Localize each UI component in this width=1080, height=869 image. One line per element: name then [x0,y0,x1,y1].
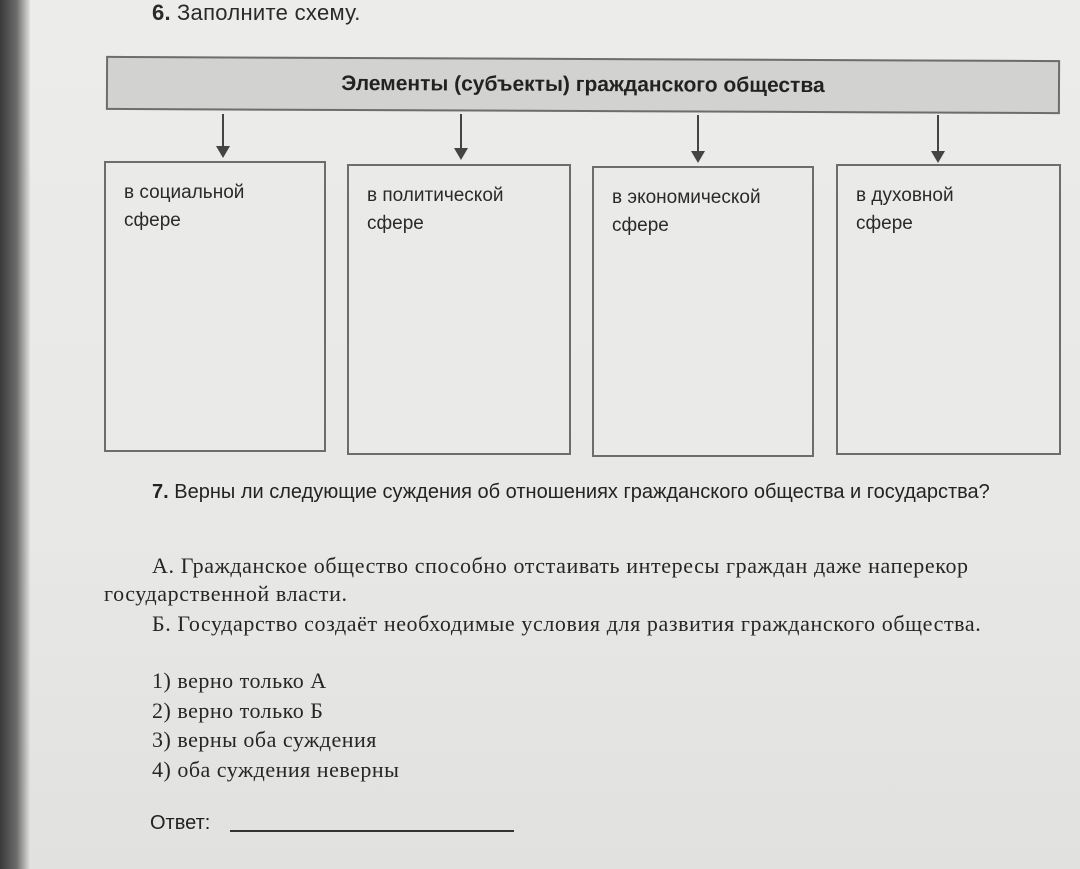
option-4[interactable]: 4) оба суждения неверны [152,756,400,782]
sphere-label-line2: сфере [124,210,181,231]
sphere-box-spiritual[interactable] [836,164,1061,455]
statement-a: А. Гражданское общество способно отстаивать интересы граждан даже наперекор государственной власти. [104,553,969,606]
task-6-title [152,0,361,26]
task-7-question [104,478,1064,507]
option-3[interactable]: 3) верны оба суждения [152,727,377,752]
page-binding-shadow [0,0,30,869]
arrow-spiritual [937,115,939,161]
sphere-label-line1: в экономической [612,187,761,208]
task-6-number: 6. [152,0,171,25]
sphere-box-political[interactable] [347,164,571,455]
answer-options [152,666,399,784]
diagram-header: Элементы (субъекты) гражданского общества [106,56,1060,114]
sphere-label-line2: сфере [612,215,669,236]
sphere-label-line1: в духовной [856,185,954,206]
arrow-economic [697,115,699,161]
arrow-political [460,114,462,158]
sphere-label-line1: в социальной [124,182,245,203]
task-7-number: 7. [152,481,169,503]
sphere-box-economic[interactable] [592,166,814,457]
option-2[interactable]: 2) верно только Б [152,697,324,723]
task-6-instruction: Заполните схему. [176,0,361,25]
sphere-label-line1: в политической [367,185,504,206]
arrow-social [222,114,224,156]
answer-line[interactable] [230,830,514,832]
answer-label: Ответ: [150,812,211,834]
sphere-label-line2: сфере [856,213,913,234]
sphere-label-line2: сфере [367,213,424,234]
task-7-question-text: Верны ли следующие суждения об отношениях гражданского общества и государства? [174,481,990,503]
sphere-box-social[interactable] [104,161,326,452]
option-1[interactable]: 1) верно только А [152,668,327,693]
statement-b: Б. Государство создаёт необходимые условия для развития гражданского общества. [152,611,982,636]
